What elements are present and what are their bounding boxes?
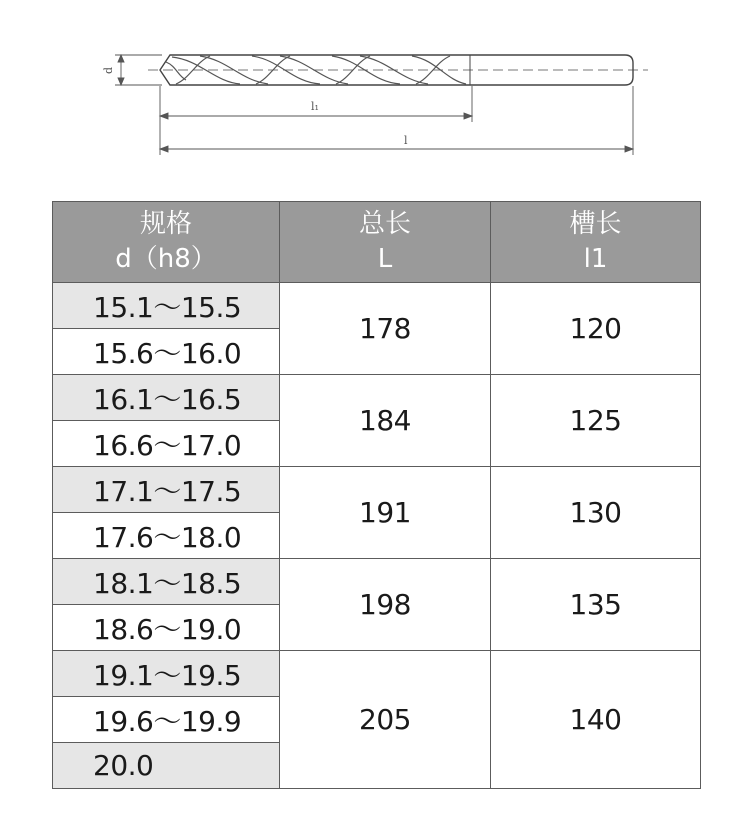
- total-length-cell: 178: [280, 283, 491, 375]
- table-row: [53, 651, 701, 697]
- flute-length-cell: 140: [491, 651, 701, 789]
- total-length-cell: 205: [280, 651, 491, 789]
- flute-length-cell: 130: [491, 467, 701, 559]
- header-total-length-line2: L: [377, 244, 393, 274]
- header-total-length: [280, 202, 491, 283]
- diameter-cell: 18.6～19.0: [53, 605, 280, 651]
- table-row: [53, 375, 701, 421]
- diameter-cell: 15.1～15.5: [53, 283, 280, 329]
- flute-length-cell: 135: [491, 559, 701, 651]
- table-header-row: [53, 202, 701, 283]
- table-row: [53, 559, 701, 605]
- flute-length-cell: 120: [491, 283, 701, 375]
- diameter-cell: 16.6～17.0: [53, 421, 280, 467]
- dimension-l-label: l: [404, 134, 408, 147]
- diameter-cell: 15.6～16.0: [53, 329, 280, 375]
- diameter-cell: 18.1～18.5: [53, 559, 280, 605]
- total-length-cell: 191: [280, 467, 491, 559]
- header-flute-length-line2: l1: [583, 244, 608, 274]
- header-flute-length: [491, 202, 701, 283]
- header-diameter: [53, 202, 280, 283]
- diameter-cell: 20.0: [53, 743, 280, 789]
- header-flute-length-line1: 槽长: [569, 209, 622, 239]
- dimension-d-label: d: [102, 66, 115, 74]
- spec-table: [52, 201, 701, 789]
- diameter-cell: 19.1～19.5: [53, 651, 280, 697]
- header-diameter-line2: d（h8）: [115, 244, 217, 274]
- table-row: [53, 283, 701, 329]
- flute-length-cell: 125: [491, 375, 701, 467]
- diameter-cell: 17.1～17.5: [53, 467, 280, 513]
- header-total-length-line1: 总长: [358, 209, 411, 239]
- table-row: [53, 467, 701, 513]
- dimension-l1-label: l₁: [311, 100, 319, 113]
- diameter-cell: 19.6～19.9: [53, 697, 280, 743]
- dimension-l: [160, 86, 633, 155]
- total-length-cell: 198: [280, 559, 491, 651]
- diameter-cell: 17.6～18.0: [53, 513, 280, 559]
- header-diameter-line1: 规格: [139, 209, 192, 239]
- drill-bit-drawing: [0, 0, 750, 180]
- diameter-cell: 16.1～16.5: [53, 375, 280, 421]
- total-length-cell: 184: [280, 375, 491, 467]
